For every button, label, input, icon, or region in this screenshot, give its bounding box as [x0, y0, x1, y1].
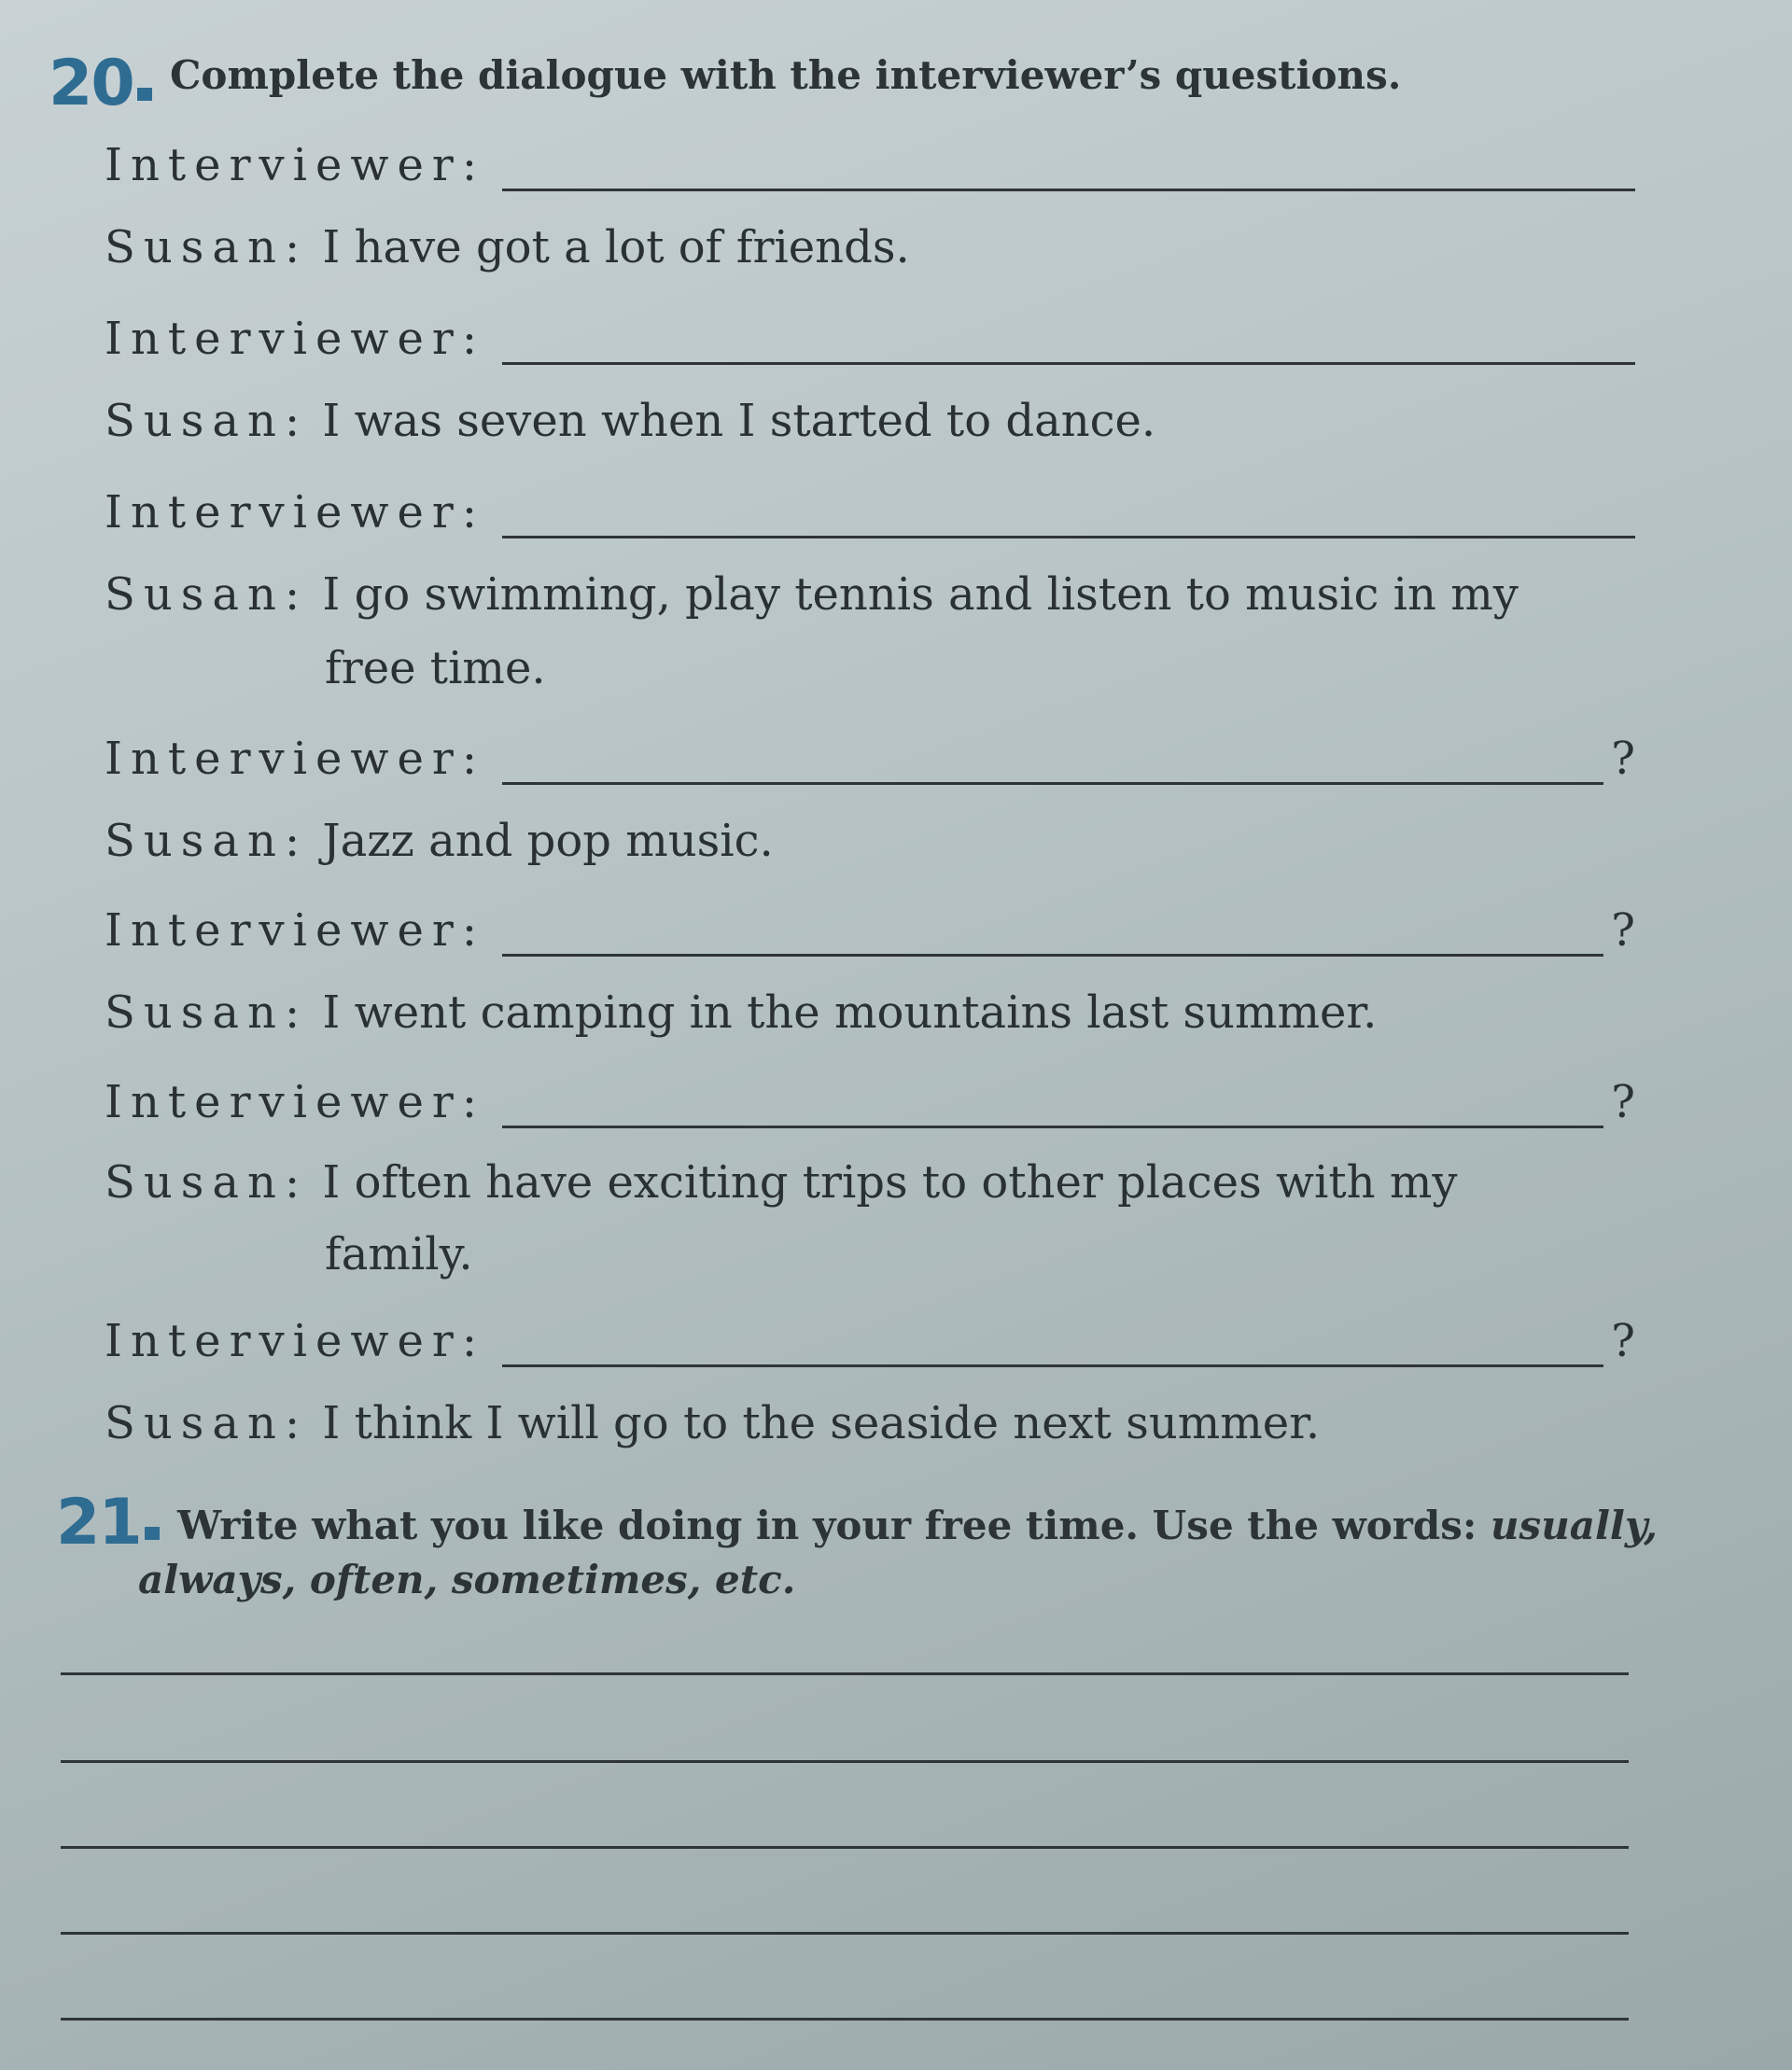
interviewer-label: Interviewer:: [105, 313, 485, 365]
number-marker-icon: [137, 88, 152, 101]
susan-label: Susan:: [105, 1397, 309, 1449]
exercise-21-number: 21: [56, 1491, 160, 1555]
interviewer-label: Interviewer:: [105, 1076, 485, 1128]
interviewer-line-6: [105, 1077, 1635, 1128]
question-mark: ?: [1611, 1315, 1635, 1367]
exercise-21-words-continued: always, often, sometimes, etc.: [138, 1557, 796, 1602]
susan-label: Susan:: [105, 568, 309, 621]
susan-label: Susan:: [105, 815, 309, 867]
susan-answer-6: I often have exciting trips to other places with my: [322, 1156, 1458, 1209]
susan-answer-2: I was seven when I started to dance.: [322, 395, 1156, 447]
susan-answer-4: Jazz and pop music.: [322, 815, 774, 867]
writing-line-5[interactable]: [61, 2018, 1629, 2021]
interviewer-line-7: [105, 1316, 1635, 1367]
interviewer-label: Interviewer:: [105, 139, 485, 191]
susan-label: Susan:: [105, 1156, 309, 1209]
interviewer-line-1: [105, 140, 1635, 191]
exercise-21-title: [177, 1503, 1658, 1548]
answer-blank-4[interactable]: [502, 741, 1603, 785]
question-mark: ?: [1611, 1076, 1635, 1128]
interviewer-label: Interviewer:: [105, 904, 485, 957]
answer-blank-1[interactable]: [502, 147, 1635, 191]
susan-line-2: [105, 396, 1635, 447]
susan-label: Susan:: [105, 221, 309, 273]
interviewer-line-3: [105, 487, 1635, 538]
answer-blank-6[interactable]: [502, 1084, 1603, 1128]
answer-blank-3[interactable]: [502, 495, 1635, 538]
susan-answer-3-continued: free time.: [325, 642, 546, 694]
interviewer-label: Interviewer:: [105, 733, 485, 785]
writing-line-2[interactable]: [61, 1760, 1629, 1763]
susan-line-5: [105, 987, 1635, 1039]
susan-answer-6-continued: family.: [325, 1228, 473, 1280]
susan-answer-1: I have got a lot of friends.: [322, 221, 910, 273]
exercise-20-number: 20: [49, 52, 152, 116]
susan-line-6: [105, 1157, 1635, 1209]
susan-line-4: [105, 816, 1635, 867]
question-mark: ?: [1611, 733, 1635, 785]
interviewer-line-5: [105, 905, 1635, 957]
susan-answer-7: I think I will go to the seaside next summer.: [322, 1397, 1321, 1449]
number-marker-icon: [145, 1527, 160, 1540]
answer-blank-5[interactable]: [502, 913, 1603, 957]
susan-line-3: [105, 569, 1635, 621]
susan-answer-3: I go swimming, play tennis and listen to music in my: [322, 568, 1519, 621]
susan-label: Susan:: [105, 986, 309, 1039]
susan-answer-5: I went camping in the mountains last summer.: [322, 986, 1378, 1039]
exercise-21-instruction: Write what you like doing in your free time. Use the words:: [177, 1503, 1477, 1548]
susan-label: Susan:: [105, 395, 309, 447]
question-mark: ?: [1611, 904, 1635, 957]
answer-blank-2[interactable]: [502, 321, 1635, 365]
exercise-20-title: Complete the dialogue with the interviewer’s questions.: [170, 52, 1402, 98]
writing-line-4[interactable]: [61, 1932, 1629, 1935]
writing-line-3[interactable]: [61, 1846, 1629, 1849]
interviewer-line-2: [105, 314, 1635, 365]
interviewer-line-4: [105, 734, 1635, 785]
interviewer-label: Interviewer:: [105, 1315, 485, 1367]
susan-line-7: [105, 1398, 1635, 1449]
interviewer-label: Interviewer:: [105, 486, 485, 538]
answer-blank-7[interactable]: [502, 1323, 1603, 1367]
susan-line-1: [105, 222, 1635, 273]
exercise-21-words: usually,: [1491, 1503, 1658, 1548]
writing-line-1[interactable]: [61, 1672, 1629, 1675]
